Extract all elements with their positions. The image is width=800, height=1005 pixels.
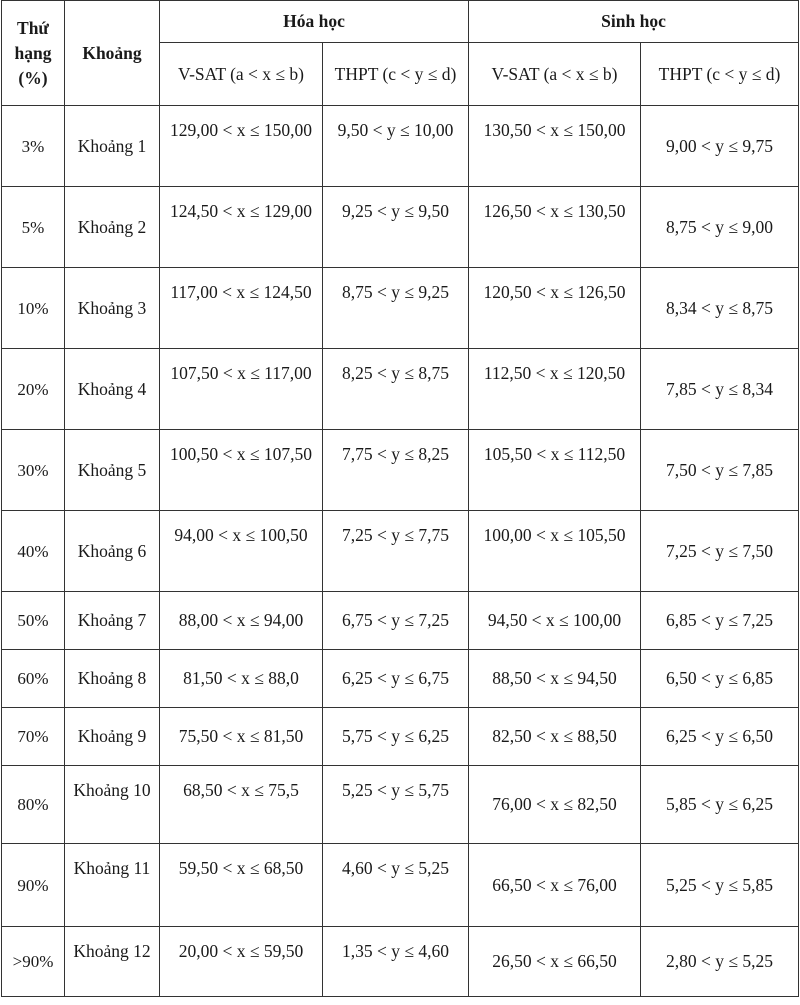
table-body (2, 106, 799, 997)
chem-vsat-cell: 117,00 < x ≤ 124,50 (160, 268, 323, 349)
chem-vsat-cell: 124,50 < x ≤ 129,00 (160, 187, 323, 268)
range-cell: Khoảng 11 (65, 844, 160, 927)
bio-thpt-cell: 7,50 < y ≤ 7,85 (641, 430, 799, 511)
rank-cell: 70% (2, 708, 65, 766)
bio-vsat-cell: 66,50 < x ≤ 76,00 (469, 844, 641, 927)
bio-vsat-cell: 26,50 < x ≤ 66,50 (469, 927, 641, 997)
bio-thpt-cell: 7,25 < y ≤ 7,50 (641, 511, 799, 592)
range-cell: Khoảng 7 (65, 592, 160, 650)
bio-vsat-cell: 100,00 < x ≤ 105,50 (469, 511, 641, 592)
chem-vsat-header: V-SAT (a < x ≤ b) (160, 43, 323, 106)
range-header: Khoảng (65, 1, 160, 106)
range-cell: Khoảng 5 (65, 430, 160, 511)
bio-vsat-cell: 82,50 < x ≤ 88,50 (469, 708, 641, 766)
bio-thpt-cell: 6,85 < y ≤ 7,25 (641, 592, 799, 650)
chem-vsat-cell: 129,00 < x ≤ 150,00 (160, 106, 323, 187)
table-row (2, 268, 799, 349)
chem-thpt-cell: 7,75 < y ≤ 8,25 (323, 430, 469, 511)
conversion-table (1, 0, 799, 997)
chem-vsat-cell: 88,00 < x ≤ 94,00 (160, 592, 323, 650)
rank-cell: 80% (2, 766, 65, 844)
table-row (2, 592, 799, 650)
chemistry-header: Hóa học (160, 1, 469, 43)
bio-thpt-cell: 9,00 < y ≤ 9,75 (641, 106, 799, 187)
table-row (2, 650, 799, 708)
range-cell: Khoảng 12 (65, 927, 160, 997)
bio-vsat-cell: 88,50 < x ≤ 94,50 (469, 650, 641, 708)
chem-thpt-header: THPT (c < y ≤ d) (323, 43, 469, 106)
range-cell: Khoảng 4 (65, 349, 160, 430)
bio-thpt-cell: 8,75 < y ≤ 9,00 (641, 187, 799, 268)
chem-thpt-cell: 9,50 < y ≤ 10,00 (323, 106, 469, 187)
bio-vsat-cell: 105,50 < x ≤ 112,50 (469, 430, 641, 511)
chem-thpt-cell: 4,60 < y ≤ 5,25 (323, 844, 469, 927)
chem-thpt-cell: 5,25 < y ≤ 5,75 (323, 766, 469, 844)
range-cell: Khoảng 3 (65, 268, 160, 349)
rank-cell: 10% (2, 268, 65, 349)
chem-thpt-cell: 6,75 < y ≤ 7,25 (323, 592, 469, 650)
biology-header: Sinh học (469, 1, 799, 43)
table-row (2, 106, 799, 187)
chem-vsat-cell: 94,00 < x ≤ 100,50 (160, 511, 323, 592)
rank-cell: 40% (2, 511, 65, 592)
chem-thpt-cell: 6,25 < y ≤ 6,75 (323, 650, 469, 708)
rank-cell: 3% (2, 106, 65, 187)
rank-cell: 50% (2, 592, 65, 650)
chem-vsat-cell: 75,50 < x ≤ 81,50 (160, 708, 323, 766)
chem-vsat-cell: 59,50 < x ≤ 68,50 (160, 844, 323, 927)
bio-vsat-cell: 126,50 < x ≤ 130,50 (469, 187, 641, 268)
chem-vsat-cell: 81,50 < x ≤ 88,0 (160, 650, 323, 708)
chem-thpt-cell: 8,25 < y ≤ 8,75 (323, 349, 469, 430)
bio-vsat-header: V-SAT (a < x ≤ b) (469, 43, 641, 106)
table-row (2, 708, 799, 766)
bio-thpt-cell: 5,85 < y ≤ 6,25 (641, 766, 799, 844)
rank-cell: 20% (2, 349, 65, 430)
bio-thpt-cell: 6,25 < y ≤ 6,50 (641, 708, 799, 766)
range-cell: Khoảng 2 (65, 187, 160, 268)
chem-vsat-cell: 107,50 < x ≤ 117,00 (160, 349, 323, 430)
range-cell: Khoảng 8 (65, 650, 160, 708)
chem-thpt-cell: 9,25 < y ≤ 9,50 (323, 187, 469, 268)
rank-cell: 60% (2, 650, 65, 708)
chem-thpt-cell: 5,75 < y ≤ 6,25 (323, 708, 469, 766)
table-row (2, 766, 799, 844)
chem-thpt-cell: 7,25 < y ≤ 7,75 (323, 511, 469, 592)
bio-vsat-cell: 112,50 < x ≤ 120,50 (469, 349, 641, 430)
rank-cell: >90% (2, 927, 65, 997)
rank-cell: 5% (2, 187, 65, 268)
range-cell: Khoảng 10 (65, 766, 160, 844)
bio-thpt-cell: 5,25 < y ≤ 5,85 (641, 844, 799, 927)
range-cell: Khoảng 6 (65, 511, 160, 592)
table-row (2, 187, 799, 268)
rank-cell: 90% (2, 844, 65, 927)
bio-vsat-cell: 76,00 < x ≤ 82,50 (469, 766, 641, 844)
rank-cell: 30% (2, 430, 65, 511)
bio-vsat-cell: 94,50 < x ≤ 100,00 (469, 592, 641, 650)
chem-thpt-cell: 1,35 < y ≤ 4,60 (323, 927, 469, 997)
table-row (2, 511, 799, 592)
chem-vsat-cell: 68,50 < x ≤ 75,5 (160, 766, 323, 844)
range-cell: Khoảng 9 (65, 708, 160, 766)
chem-vsat-cell: 20,00 < x ≤ 59,50 (160, 927, 323, 997)
chem-thpt-cell: 8,75 < y ≤ 9,25 (323, 268, 469, 349)
bio-thpt-cell: 8,34 < y ≤ 8,75 (641, 268, 799, 349)
bio-thpt-cell: 6,50 < y ≤ 6,85 (641, 650, 799, 708)
range-cell: Khoảng 1 (65, 106, 160, 187)
bio-thpt-header: THPT (c < y ≤ d) (641, 43, 799, 106)
rank-header: Thứ hạng (%) (2, 1, 65, 106)
bio-vsat-cell: 130,50 < x ≤ 150,00 (469, 106, 641, 187)
table-row (2, 927, 799, 997)
bio-vsat-cell: 120,50 < x ≤ 126,50 (469, 268, 641, 349)
chem-vsat-cell: 100,50 < x ≤ 107,50 (160, 430, 323, 511)
bio-thpt-cell: 2,80 < y ≤ 5,25 (641, 927, 799, 997)
table-row (2, 844, 799, 927)
table-row (2, 430, 799, 511)
bio-thpt-cell: 7,85 < y ≤ 8,34 (641, 349, 799, 430)
table-row (2, 349, 799, 430)
